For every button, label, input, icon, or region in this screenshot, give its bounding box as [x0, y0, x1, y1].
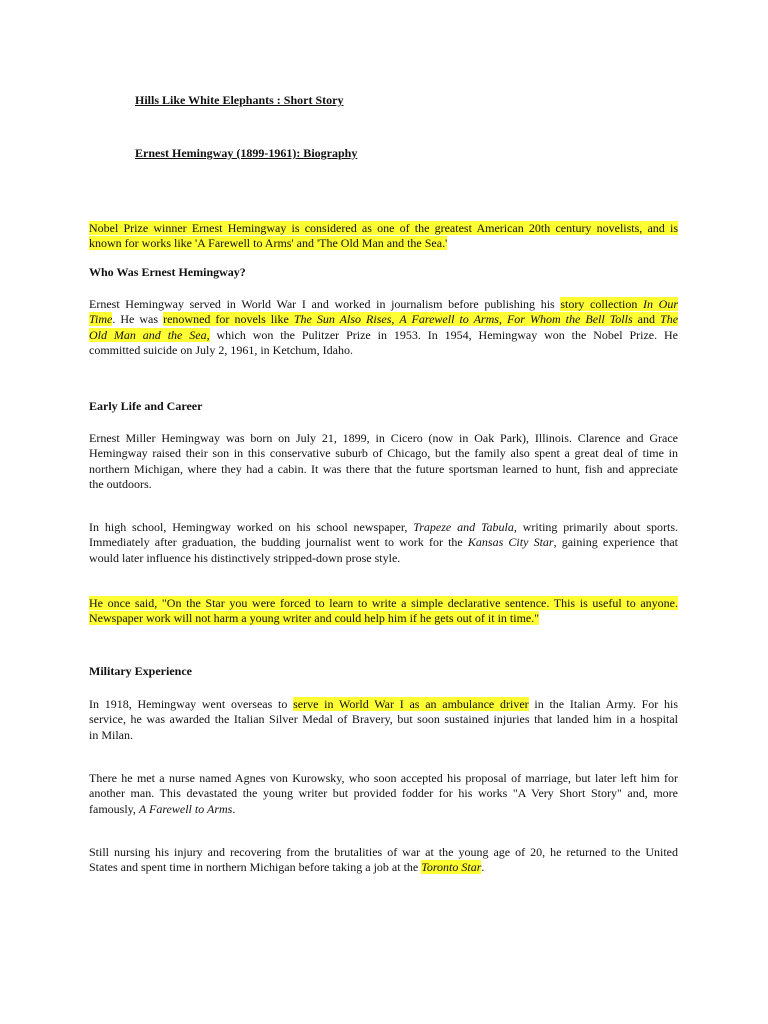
text-line: in Milan. [89, 727, 133, 742]
military-paragraph-3 [89, 845, 678, 876]
book-title: A Farewell to Arms [138, 801, 233, 816]
book-title: Time [89, 312, 113, 327]
intro-line-1: Nobel Prize winner Ernest Hemingway is considered as one of the greatest American 20th century novelists, and is [89, 221, 678, 235]
text-run: In 1918, Hemingway went overseas to [89, 697, 294, 711]
text-run: . [232, 801, 236, 816]
book-title: For Whom the Bell Tolls [506, 312, 633, 327]
text-line: service, he was awarded the Italian Silver Medal of Bravery, but soon sustained injuries that landed him in a hospital [89, 712, 678, 727]
text-line: There he met a nurse named Agnes von Kurowsky, who soon accepted his proposal of marriage, but later left him for [89, 771, 678, 785]
publication-title: Trapeze and Tabula [413, 520, 514, 534]
book-title: A Farewell to Arms [399, 312, 499, 327]
text-run: and [632, 312, 661, 327]
intro-paragraph [89, 221, 678, 252]
text-line: another man. This devastated the young writer but provided fodder for his works "A Very Short Story" and, more [89, 786, 678, 801]
intro-line-2: known for works like 'A Farewell to Arms' and 'The Old Man and the Sea.' [89, 236, 448, 251]
quote-line-1: He once said, "On the Star you were forced to learn to write a simple declarative sentence. This is useful to anyone. [89, 596, 678, 610]
military-paragraph-1 [89, 697, 678, 743]
text-run: Immediately after graduation, the budding journalist went to work for the [89, 535, 468, 550]
book-title: The Sun Also Rises [293, 312, 392, 327]
early-life-paragraph-2 [89, 520, 678, 566]
book-title: The [660, 312, 679, 327]
quote-paragraph [89, 596, 678, 627]
quote-line-2: Newspaper work will not harm a young writer and could help him if he gets out of it in time." [89, 611, 540, 626]
text-line: the outdoors. [89, 477, 152, 492]
who-paragraph [89, 297, 678, 359]
text-run: . He was [112, 312, 164, 327]
text-line: Ernest Miller Hemingway was born on July 21, 1899, in Cicero (now in Oak Park), Illinois. Clarence and Grace [89, 431, 678, 445]
text-run: which won the Pulitzer Prize in 1953. In 1954, Hemingway won the Nobel Prize. He [209, 327, 679, 342]
document-subtitle: Ernest Hemingway (1899-1961): Biography [135, 146, 358, 160]
text-run: In high school, Hemingway worked on his school newspaper, [89, 520, 414, 534]
text-line: would later influence his distinctively stripped-down prose style. [89, 550, 401, 565]
publication-title: Toronto Star [421, 860, 482, 875]
text-line: Hemingway raised their son in this conservative suburb of Chicago, but the family also spent a great deal of time in [89, 446, 678, 461]
text-line: Still nursing his injury and recovering from the brutalities of war at the young age of 20, he returned to the United [89, 845, 678, 859]
highlighted-text: serve in World War I as an ambulance driver [293, 697, 529, 711]
document-title: Hills Like White Elephants : Short Story [135, 93, 344, 107]
text-run: , [391, 312, 400, 327]
publication-title: Kansas City Star [467, 535, 554, 550]
text-run: story collection [560, 297, 643, 311]
text-run: famously, [89, 801, 139, 816]
section-heading-who: Who Was Ernest Hemingway? [89, 265, 246, 279]
military-paragraph-2 [89, 771, 678, 817]
book-title: Old Man and the Sea, [89, 327, 210, 342]
text-line: northern Michigan, where they had a cabin. It was there that the future sportsman learned to hunt, fish and appreciate [89, 461, 678, 476]
text-run: States and spent time in northern Michigan before taking a job at the [89, 860, 422, 875]
section-heading-early-life: Early Life and Career [89, 399, 203, 413]
text-run: renowned for novels like [163, 312, 294, 327]
text-run: in the Italian Army. For his [528, 697, 678, 711]
book-title: In Our [643, 297, 678, 311]
text-run: , writing primarily about sports. [513, 520, 678, 534]
early-life-paragraph-1 [89, 431, 678, 493]
text-line: committed suicide on July 2, 1961, in Ketchum, Idaho. [89, 343, 353, 358]
text-run: , gaining experience that [553, 535, 678, 550]
text-run: , [498, 312, 507, 327]
text-run: Ernest Hemingway served in World War I and worked in journalism before publishing his [89, 297, 561, 311]
section-heading-military: Military Experience [89, 664, 192, 678]
text-run: . [481, 860, 485, 875]
